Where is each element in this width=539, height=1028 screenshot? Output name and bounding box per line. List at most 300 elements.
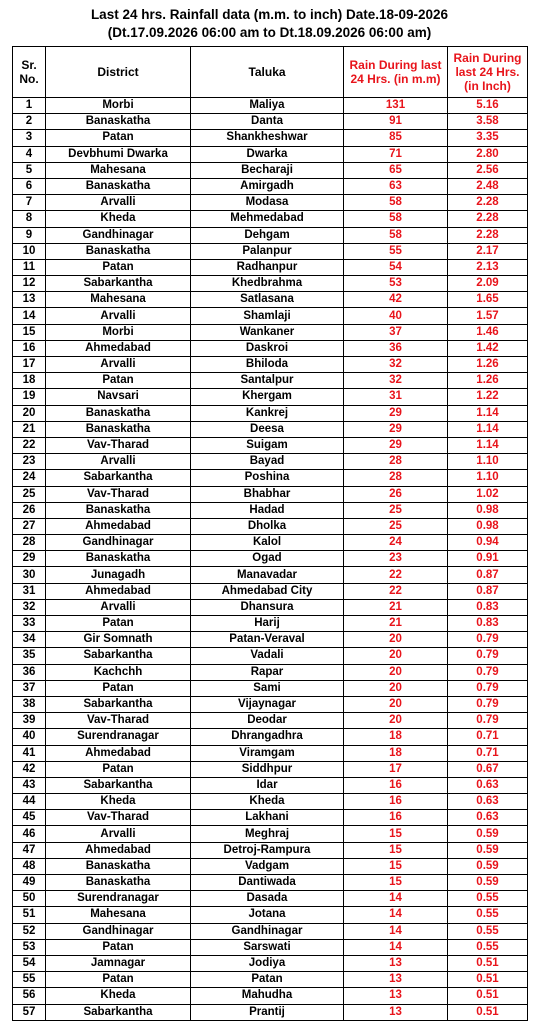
district-cell: Patan — [46, 373, 191, 389]
table-row — [13, 130, 528, 146]
sr-cell: 16 — [13, 340, 46, 356]
rain-mm-cell: 20 — [344, 648, 448, 664]
taluka-cell: Bhabhar — [191, 486, 344, 502]
district-cell: Junagadh — [46, 567, 191, 583]
sr-cell: 34 — [13, 632, 46, 648]
sr-cell: 20 — [13, 405, 46, 421]
table-row — [13, 518, 528, 534]
taluka-cell: Danta — [191, 114, 344, 130]
taluka-cell: Deodar — [191, 713, 344, 729]
table-row — [13, 178, 528, 194]
taluka-cell: Vijaynagar — [191, 696, 344, 712]
district-cell: Surendranagar — [46, 729, 191, 745]
district-cell: Vav-Tharad — [46, 810, 191, 826]
rain-inch-cell: 1.22 — [448, 389, 528, 405]
rain-inch-cell: 0.83 — [448, 599, 528, 615]
rain-inch-cell: 0.51 — [448, 972, 528, 988]
rain-mm-cell: 13 — [344, 972, 448, 988]
taluka-cell: Lakhani — [191, 810, 344, 826]
district-cell: Mahesana — [46, 292, 191, 308]
taluka-cell: Ahmedabad City — [191, 583, 344, 599]
sr-cell: 17 — [13, 357, 46, 373]
taluka-cell: Prantij — [191, 1004, 344, 1020]
sr-cell: 18 — [13, 373, 46, 389]
rain-inch-cell: 2.56 — [448, 162, 528, 178]
rain-mm-cell: 29 — [344, 421, 448, 437]
rain-mm-cell: 14 — [344, 939, 448, 955]
table-row — [13, 761, 528, 777]
district-cell: Ahmedabad — [46, 583, 191, 599]
district-cell: Gandhinagar — [46, 923, 191, 939]
rain-mm-cell: 15 — [344, 842, 448, 858]
taluka-cell: Dehgam — [191, 227, 344, 243]
table-row — [13, 955, 528, 971]
table-row — [13, 664, 528, 680]
sr-cell: 40 — [13, 729, 46, 745]
table-row — [13, 486, 528, 502]
rain-inch-cell: 0.51 — [448, 955, 528, 971]
taluka-cell: Siddhpur — [191, 761, 344, 777]
taluka-cell: Jodiya — [191, 955, 344, 971]
rain-inch-cell: 2.28 — [448, 195, 528, 211]
sr-cell: 29 — [13, 551, 46, 567]
rain-mm-cell: 85 — [344, 130, 448, 146]
sr-cell: 12 — [13, 276, 46, 292]
district-cell: Arvalli — [46, 308, 191, 324]
taluka-cell: Detroj-Rampura — [191, 842, 344, 858]
sr-cell: 50 — [13, 891, 46, 907]
rain-inch-cell: 1.65 — [448, 292, 528, 308]
sr-cell: 26 — [13, 502, 46, 518]
rain-mm-cell: 20 — [344, 680, 448, 696]
district-cell: Morbi — [46, 324, 191, 340]
taluka-cell: Shamlaji — [191, 308, 344, 324]
sr-cell: 13 — [13, 292, 46, 308]
rain-inch-cell: 2.28 — [448, 227, 528, 243]
rainfall-report — [12, 4, 527, 1021]
column-header-taluka: Taluka — [191, 47, 344, 98]
rain-inch-cell: 0.79 — [448, 696, 528, 712]
rain-mm-cell: 29 — [344, 437, 448, 453]
district-cell: Kachchh — [46, 664, 191, 680]
rain-mm-cell: 25 — [344, 518, 448, 534]
taluka-cell: Vadali — [191, 648, 344, 664]
district-cell: Vav-Tharad — [46, 486, 191, 502]
district-cell: Ahmedabad — [46, 745, 191, 761]
sr-cell: 27 — [13, 518, 46, 534]
rain-inch-cell: 0.79 — [448, 632, 528, 648]
district-cell: Patan — [46, 130, 191, 146]
rain-mm-cell: 58 — [344, 195, 448, 211]
taluka-cell: Harij — [191, 616, 344, 632]
rain-inch-cell: 1.14 — [448, 421, 528, 437]
table-row — [13, 745, 528, 761]
rain-inch-cell: 2.17 — [448, 243, 528, 259]
sr-cell: 35 — [13, 648, 46, 664]
rain-mm-cell: 32 — [344, 373, 448, 389]
rain-inch-cell: 0.59 — [448, 826, 528, 842]
district-cell: Banaskatha — [46, 243, 191, 259]
district-cell: Vav-Tharad — [46, 713, 191, 729]
rain-mm-cell: 28 — [344, 470, 448, 486]
taluka-cell: Palanpur — [191, 243, 344, 259]
district-cell: Sabarkantha — [46, 696, 191, 712]
sr-cell: 10 — [13, 243, 46, 259]
district-cell: Arvalli — [46, 826, 191, 842]
taluka-cell: Manavadar — [191, 567, 344, 583]
rain-inch-cell: 0.59 — [448, 842, 528, 858]
rain-inch-cell: 0.98 — [448, 502, 528, 518]
rain-mm-cell: 71 — [344, 146, 448, 162]
sr-cell: 3 — [13, 130, 46, 146]
table-row — [13, 632, 528, 648]
rain-inch-cell: 1.26 — [448, 373, 528, 389]
rain-inch-cell: 0.67 — [448, 761, 528, 777]
rain-inch-cell: 0.51 — [448, 1004, 528, 1020]
district-cell: Sabarkantha — [46, 470, 191, 486]
district-cell: Arvalli — [46, 454, 191, 470]
table-row — [13, 583, 528, 599]
district-cell: Banaskatha — [46, 405, 191, 421]
rain-mm-cell: 63 — [344, 178, 448, 194]
taluka-cell: Santalpur — [191, 373, 344, 389]
taluka-cell: Hadad — [191, 502, 344, 518]
taluka-cell: Shankheshwar — [191, 130, 344, 146]
table-row — [13, 810, 528, 826]
district-cell: Gandhinagar — [46, 227, 191, 243]
rain-mm-cell: 15 — [344, 858, 448, 874]
rain-inch-cell: 0.63 — [448, 794, 528, 810]
rain-inch-cell: 1.14 — [448, 405, 528, 421]
table-row — [13, 405, 528, 421]
rain-inch-cell: 2.28 — [448, 211, 528, 227]
taluka-cell: Sarswati — [191, 939, 344, 955]
taluka-cell: Poshina — [191, 470, 344, 486]
table-body — [13, 98, 528, 1021]
column-header-rain-inch: Rain During last 24 Hrs. (in Inch) — [448, 47, 528, 98]
rain-inch-cell: 0.79 — [448, 664, 528, 680]
district-cell: Sabarkantha — [46, 1004, 191, 1020]
taluka-cell: Sami — [191, 680, 344, 696]
rain-inch-cell: 1.02 — [448, 486, 528, 502]
table-row — [13, 891, 528, 907]
rain-mm-cell: 14 — [344, 923, 448, 939]
district-cell: Banaskatha — [46, 178, 191, 194]
sr-cell: 48 — [13, 858, 46, 874]
table-row — [13, 324, 528, 340]
table-row — [13, 826, 528, 842]
taluka-cell: Satlasana — [191, 292, 344, 308]
sr-cell: 36 — [13, 664, 46, 680]
district-cell: Surendranagar — [46, 891, 191, 907]
sr-cell: 33 — [13, 616, 46, 632]
table-row — [13, 972, 528, 988]
table-row — [13, 470, 528, 486]
district-cell: Banaskatha — [46, 421, 191, 437]
rain-inch-cell: 0.63 — [448, 777, 528, 793]
rain-mm-cell: 20 — [344, 713, 448, 729]
rain-mm-cell: 14 — [344, 907, 448, 923]
district-cell: Ahmedabad — [46, 340, 191, 356]
table-row — [13, 794, 528, 810]
taluka-cell: Rapar — [191, 664, 344, 680]
sr-cell: 54 — [13, 955, 46, 971]
sr-cell: 28 — [13, 535, 46, 551]
district-cell: Vav-Tharad — [46, 437, 191, 453]
district-cell: Arvalli — [46, 599, 191, 615]
taluka-cell: Vadgam — [191, 858, 344, 874]
table-row — [13, 567, 528, 583]
taluka-cell: Becharaji — [191, 162, 344, 178]
taluka-cell: Patan — [191, 972, 344, 988]
rain-mm-cell: 22 — [344, 567, 448, 583]
taluka-cell: Kheda — [191, 794, 344, 810]
rain-mm-cell: 40 — [344, 308, 448, 324]
sr-cell: 4 — [13, 146, 46, 162]
sr-cell: 55 — [13, 972, 46, 988]
district-cell: Patan — [46, 259, 191, 275]
column-header-sr: Sr. No. — [13, 47, 46, 98]
rain-mm-cell: 14 — [344, 891, 448, 907]
table-row — [13, 907, 528, 923]
rain-inch-cell: 0.55 — [448, 907, 528, 923]
table-row — [13, 599, 528, 615]
rain-mm-cell: 20 — [344, 664, 448, 680]
sr-cell: 32 — [13, 599, 46, 615]
taluka-cell: Dasada — [191, 891, 344, 907]
table-row — [13, 648, 528, 664]
district-cell: Morbi — [46, 98, 191, 114]
district-cell: Banaskatha — [46, 114, 191, 130]
rain-inch-cell: 0.55 — [448, 939, 528, 955]
report-title — [12, 4, 527, 46]
table-row — [13, 340, 528, 356]
rain-mm-cell: 18 — [344, 745, 448, 761]
table-row — [13, 502, 528, 518]
rain-mm-cell: 31 — [344, 389, 448, 405]
district-cell: Devbhumi Dwarka — [46, 146, 191, 162]
taluka-cell: Dhansura — [191, 599, 344, 615]
taluka-cell: Idar — [191, 777, 344, 793]
rain-mm-cell: 23 — [344, 551, 448, 567]
rain-mm-cell: 15 — [344, 826, 448, 842]
sr-cell: 51 — [13, 907, 46, 923]
sr-cell: 44 — [13, 794, 46, 810]
rain-inch-cell: 0.71 — [448, 729, 528, 745]
rain-mm-cell: 20 — [344, 632, 448, 648]
taluka-cell: Deesa — [191, 421, 344, 437]
taluka-cell: Dantiwada — [191, 875, 344, 891]
table-row — [13, 842, 528, 858]
table-row — [13, 437, 528, 453]
rain-mm-cell: 32 — [344, 357, 448, 373]
sr-cell: 47 — [13, 842, 46, 858]
rain-inch-cell: 0.59 — [448, 875, 528, 891]
table-row — [13, 243, 528, 259]
district-cell: Mahesana — [46, 907, 191, 923]
sr-cell: 30 — [13, 567, 46, 583]
table-row — [13, 259, 528, 275]
sr-cell: 43 — [13, 777, 46, 793]
district-cell: Patan — [46, 761, 191, 777]
rain-inch-cell: 1.10 — [448, 454, 528, 470]
rain-inch-cell: 0.79 — [448, 713, 528, 729]
rain-inch-cell: 2.09 — [448, 276, 528, 292]
district-cell: Gandhinagar — [46, 535, 191, 551]
rain-mm-cell: 55 — [344, 243, 448, 259]
sr-cell: 19 — [13, 389, 46, 405]
table-row — [13, 292, 528, 308]
district-cell: Ahmedabad — [46, 518, 191, 534]
taluka-cell: Gandhinagar — [191, 923, 344, 939]
sr-cell: 42 — [13, 761, 46, 777]
column-header-district: District — [46, 47, 191, 98]
sr-cell: 9 — [13, 227, 46, 243]
rain-inch-cell: 0.83 — [448, 616, 528, 632]
taluka-cell: Patan-Veraval — [191, 632, 344, 648]
sr-cell: 23 — [13, 454, 46, 470]
district-cell: Ahmedabad — [46, 842, 191, 858]
sr-cell: 21 — [13, 421, 46, 437]
taluka-cell: Bhiloda — [191, 357, 344, 373]
rain-mm-cell: 17 — [344, 761, 448, 777]
taluka-cell: Wankaner — [191, 324, 344, 340]
rain-inch-cell: 5.16 — [448, 98, 528, 114]
rain-mm-cell: 58 — [344, 211, 448, 227]
taluka-cell: Mehmedabad — [191, 211, 344, 227]
taluka-cell: Khedbrahma — [191, 276, 344, 292]
rain-mm-cell: 13 — [344, 988, 448, 1004]
district-cell: Arvalli — [46, 357, 191, 373]
sr-cell: 57 — [13, 1004, 46, 1020]
sr-cell: 41 — [13, 745, 46, 761]
sr-cell: 11 — [13, 259, 46, 275]
rain-mm-cell: 16 — [344, 810, 448, 826]
sr-cell: 53 — [13, 939, 46, 955]
table-header-row — [13, 47, 528, 98]
sr-cell: 56 — [13, 988, 46, 1004]
rain-inch-cell: 0.59 — [448, 858, 528, 874]
district-cell: Banaskatha — [46, 875, 191, 891]
rain-inch-cell: 0.87 — [448, 583, 528, 599]
district-cell: Patan — [46, 616, 191, 632]
district-cell: Patan — [46, 939, 191, 955]
taluka-cell: Dholka — [191, 518, 344, 534]
table-row — [13, 276, 528, 292]
rain-inch-cell: 0.94 — [448, 535, 528, 551]
district-cell: Banaskatha — [46, 551, 191, 567]
district-cell: Sabarkantha — [46, 276, 191, 292]
district-cell: Patan — [46, 680, 191, 696]
district-cell: Sabarkantha — [46, 777, 191, 793]
sr-cell: 46 — [13, 826, 46, 842]
rain-inch-cell: 1.14 — [448, 437, 528, 453]
district-cell: Kheda — [46, 211, 191, 227]
sr-cell: 37 — [13, 680, 46, 696]
rain-mm-cell: 16 — [344, 777, 448, 793]
rainfall-table — [12, 46, 528, 1021]
district-cell: Sabarkantha — [46, 648, 191, 664]
report-title-line2: (Dt.17.09.2026 06:00 am to Dt.18.09.2026 06:00 am) — [107, 25, 432, 40]
rain-inch-cell: 1.42 — [448, 340, 528, 356]
sr-cell: 52 — [13, 923, 46, 939]
rain-inch-cell: 0.51 — [448, 988, 528, 1004]
table-row — [13, 551, 528, 567]
sr-cell: 38 — [13, 696, 46, 712]
district-cell: Kheda — [46, 794, 191, 810]
table-row — [13, 454, 528, 470]
sr-cell: 1 — [13, 98, 46, 114]
taluka-cell: Modasa — [191, 195, 344, 211]
table-row — [13, 114, 528, 130]
table-row — [13, 227, 528, 243]
rain-inch-cell: 0.87 — [448, 567, 528, 583]
table-row — [13, 98, 528, 114]
rain-mm-cell: 13 — [344, 1004, 448, 1020]
rain-inch-cell: 2.80 — [448, 146, 528, 162]
rain-mm-cell: 18 — [344, 729, 448, 745]
rain-inch-cell: 2.13 — [448, 259, 528, 275]
rain-mm-cell: 20 — [344, 696, 448, 712]
sr-cell: 24 — [13, 470, 46, 486]
district-cell: Kheda — [46, 988, 191, 1004]
rain-inch-cell: 3.35 — [448, 130, 528, 146]
rain-mm-cell: 24 — [344, 535, 448, 551]
sr-cell: 6 — [13, 178, 46, 194]
table-row — [13, 195, 528, 211]
rain-mm-cell: 36 — [344, 340, 448, 356]
rain-mm-cell: 13 — [344, 955, 448, 971]
sr-cell: 39 — [13, 713, 46, 729]
table-row — [13, 680, 528, 696]
rain-inch-cell: 1.57 — [448, 308, 528, 324]
taluka-cell: Meghraj — [191, 826, 344, 842]
district-cell: Banaskatha — [46, 502, 191, 518]
taluka-cell: Mahudha — [191, 988, 344, 1004]
table-row — [13, 421, 528, 437]
district-cell: Jamnagar — [46, 955, 191, 971]
district-cell: Banaskatha — [46, 858, 191, 874]
district-cell: Patan — [46, 972, 191, 988]
rain-mm-cell: 58 — [344, 227, 448, 243]
rain-mm-cell: 37 — [344, 324, 448, 340]
rain-inch-cell: 0.63 — [448, 810, 528, 826]
taluka-cell: Viramgam — [191, 745, 344, 761]
rain-mm-cell: 26 — [344, 486, 448, 502]
table-row — [13, 1004, 528, 1020]
sr-cell: 31 — [13, 583, 46, 599]
table-row — [13, 777, 528, 793]
table-row — [13, 923, 528, 939]
rain-mm-cell: 65 — [344, 162, 448, 178]
district-cell: Mahesana — [46, 162, 191, 178]
taluka-cell: Ogad — [191, 551, 344, 567]
taluka-cell: Dwarka — [191, 146, 344, 162]
table-row — [13, 713, 528, 729]
table-row — [13, 858, 528, 874]
taluka-cell: Suigam — [191, 437, 344, 453]
rain-inch-cell: 1.26 — [448, 357, 528, 373]
table-row — [13, 616, 528, 632]
taluka-cell: Dhrangadhra — [191, 729, 344, 745]
table-row — [13, 308, 528, 324]
taluka-cell: Radhanpur — [191, 259, 344, 275]
rain-inch-cell: 0.79 — [448, 680, 528, 696]
table-row — [13, 729, 528, 745]
rain-mm-cell: 28 — [344, 454, 448, 470]
sr-cell: 14 — [13, 308, 46, 324]
taluka-cell: Amirgadh — [191, 178, 344, 194]
